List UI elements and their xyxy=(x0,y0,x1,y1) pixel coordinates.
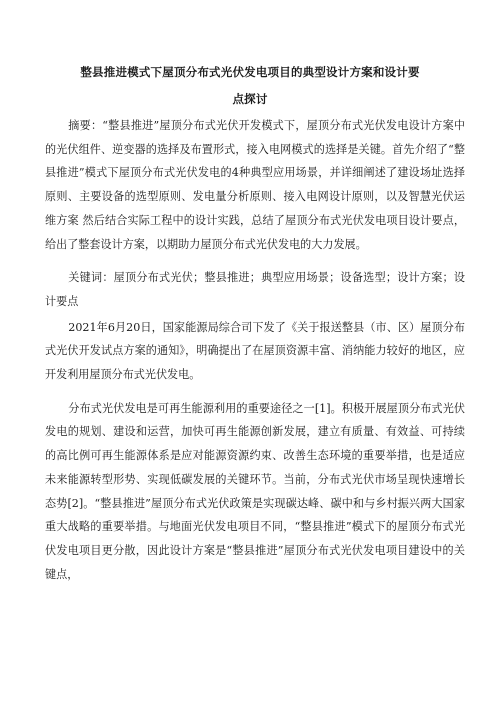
document-body xyxy=(45,114,465,591)
body-paragraph-2: 分布式光伏发电是可再生能源利用的重要途径之一[1]。积极开展屋顶分布式光伏发电的规划、建设和运营，加快可再生能源创新发展，建立有质量、有效益、可持续的高比例可再生能源体系是应对能源资源约束、改善生态环境的重要举措，也是适应未来能源转型形势、实现低碳发展的关键环节。当前，分布式光伏市场呈现快速增长态势[2]。“整县推进”屋顶分布式光伏政策是实现碳达峰、碳中和与乡村振兴两大国家重大战略的重要举措。与地面光伏发电项目不同，“整县推进”模式下的屋顶分布式光伏发电项目更分散，因此设计方案是“整县推进”屋顶分布式光伏发电项目建设中的关键点， xyxy=(45,401,465,581)
body-paragraph-1: 2021年6月20日，国家能源局综合司下发了《关于报送整县（市、区）屋顶分布式光伏开发试点方案的通知》，明确提出了在屋顶资源丰富、消纳能力较好的地区，应开发利用屋顶分布式光伏发电。 xyxy=(45,320,465,382)
document-title-line-2: 点探讨 xyxy=(232,92,268,106)
abstract-paragraph: 摘要：“整县推进”屋顶分布式光伏开发模式下，屋顶分布式光伏发电设计方案中的光伏组件、逆变器的选择及布置形式，接入电网模式的选择是关键。首先介绍了“整县推进”模式下屋顶分布式光伏发电的4种典型应用场景，并详细阐述了建设场址选择原则、主要设备的选型原则、发电量分析原则、接入电网设计原则，以及智慧光伏运维方案 然后结合实际工程中的设计实践，总结了屋顶分布式光伏发电项目设计要点，给出了整套设计方案，以期助力屋顶分布式光伏发电的大力发展。 xyxy=(45,119,465,251)
keywords-paragraph: 关键词：屋顶分布式光伏；整县推进；典型应用场景；设备选型；设计方案；设计要点 xyxy=(45,271,465,308)
document-title-line-1: 整县推进模式下屋顶分布式光伏发电项目的典型设计方案和设计要 xyxy=(80,65,420,79)
